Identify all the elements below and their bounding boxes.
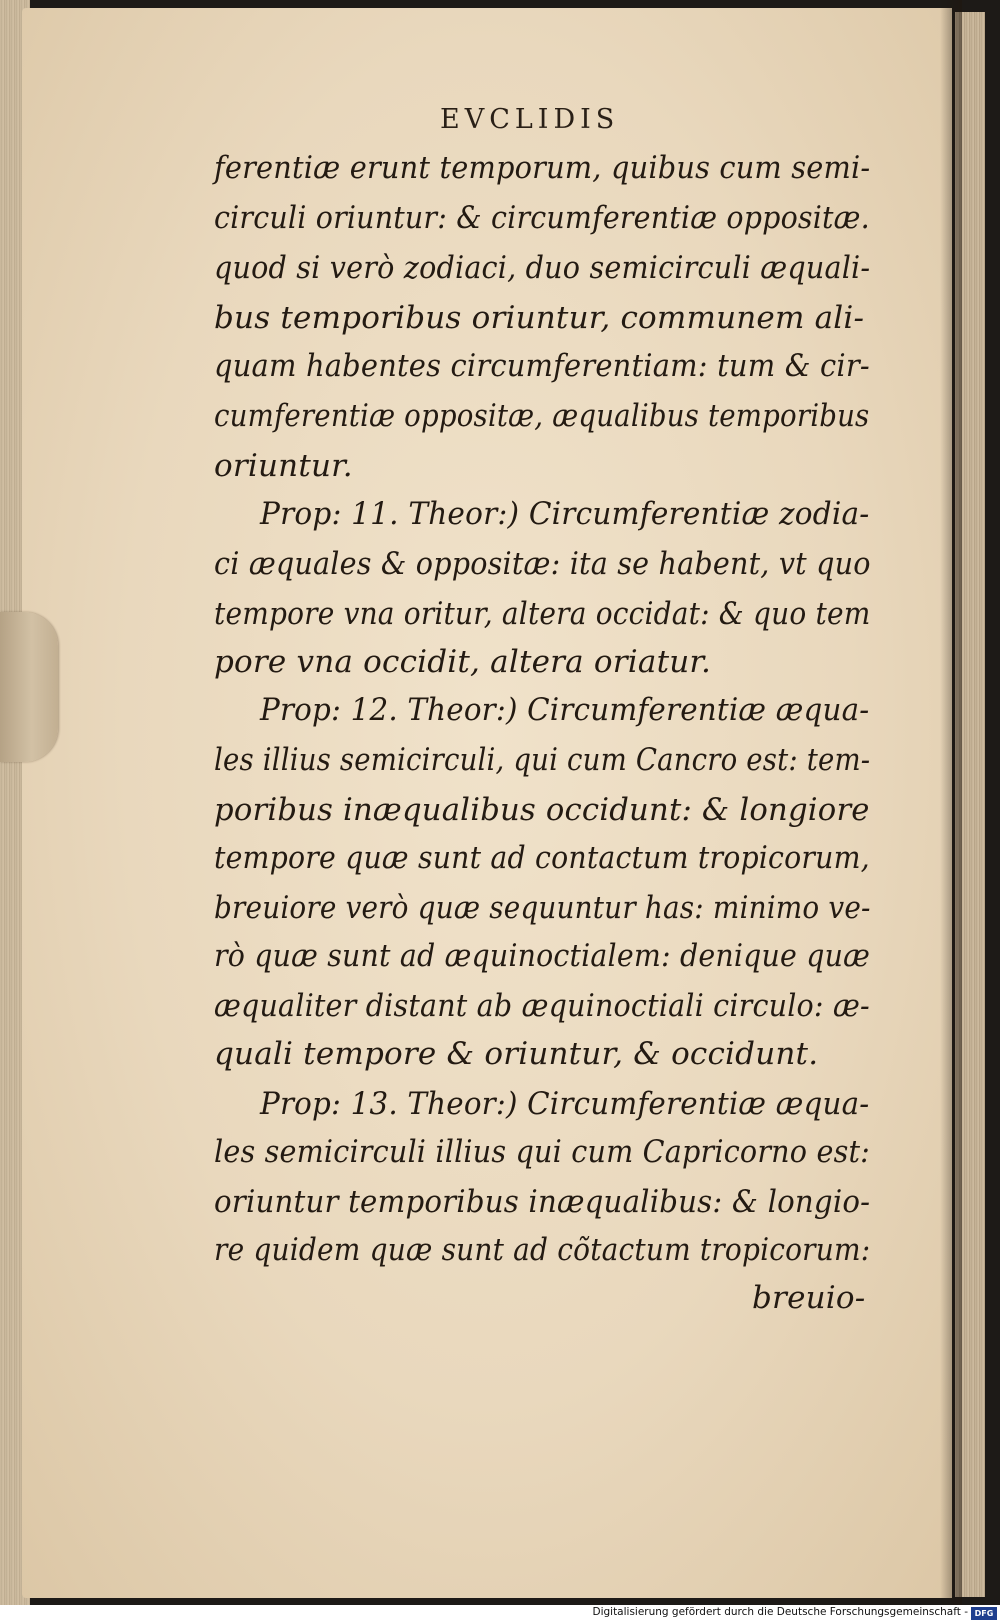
- text-line-12: Prop: 12. Theor:) Circumferentiæ æqua-: [260, 692, 870, 728]
- digitization-credit: Digitalisierung gefördert durch die Deutsche Forschungsgemeinschaft -: [592, 1606, 968, 1618]
- text-line-20: Prop: 13. Theor:) Circumferentiæ æqua-: [260, 1086, 870, 1122]
- text-line-16: breuiore verò quæ sequuntur has: minimo ve-: [214, 890, 871, 926]
- text-line-18: æqualiter distant ab æquinoctiali circulo: æ-: [214, 988, 870, 1024]
- text-line-3: quod si verò zodiaci, duo semicirculi æquali-: [214, 250, 871, 286]
- text-line-10: tempore vna oritur, altera occidat: & quo tem: [214, 596, 871, 632]
- text-line-6: cumferentiæ oppositæ, æqualibus temporibus: [214, 398, 870, 434]
- text-line-7: oriuntur.: [214, 448, 353, 484]
- text-line-13: les illius semicirculi, qui cum Cancro est: tem-: [214, 742, 871, 778]
- text-line-17: rò quæ sunt ad æquinoctialem: denique quæ: [214, 938, 870, 974]
- text-line-8: Prop: 11. Theor:) Circumferentiæ zodia-: [260, 496, 870, 532]
- text-line-2: circuli oriuntur: & circumferentiæ oppositæ.: [214, 200, 870, 236]
- dfg-logo: DFG: [971, 1607, 997, 1620]
- text-line-5: quam habentes circumferentiam: tum & cir-: [214, 348, 870, 384]
- text-line-23: re quidem quæ sunt ad cõtactum tropicorum:: [214, 1232, 871, 1268]
- text-line-22: oriuntur temporibus inæqualibus: & longio-: [214, 1184, 871, 1220]
- text-line-9: ci æquales & oppositæ: ita se habent, vt quo: [214, 546, 871, 582]
- text-line-1: ferentiæ erunt temporum, quibus cum semi-: [214, 150, 871, 186]
- text-line-11: pore vna occidit, altera oriatur.: [214, 644, 712, 680]
- text-line-21: les semicirculi illius qui cum Capricorno est:: [214, 1134, 870, 1170]
- text-line-4: bus temporibus oriuntur, communem ali-: [214, 300, 865, 336]
- page-tab-marker: [0, 612, 58, 762]
- text-line-19: quali tempore & oriuntur, & occidunt.: [214, 1036, 819, 1072]
- gutter-shadow: [940, 0, 962, 1605]
- running-head: EVCLIDIS: [440, 104, 620, 135]
- catchword: breuio-: [752, 1280, 866, 1316]
- text-line-15: tempore quæ sunt ad contactum tropicorum,: [214, 840, 870, 876]
- text-line-14: poribus inæqualibus occidunt: & longiore: [214, 792, 870, 828]
